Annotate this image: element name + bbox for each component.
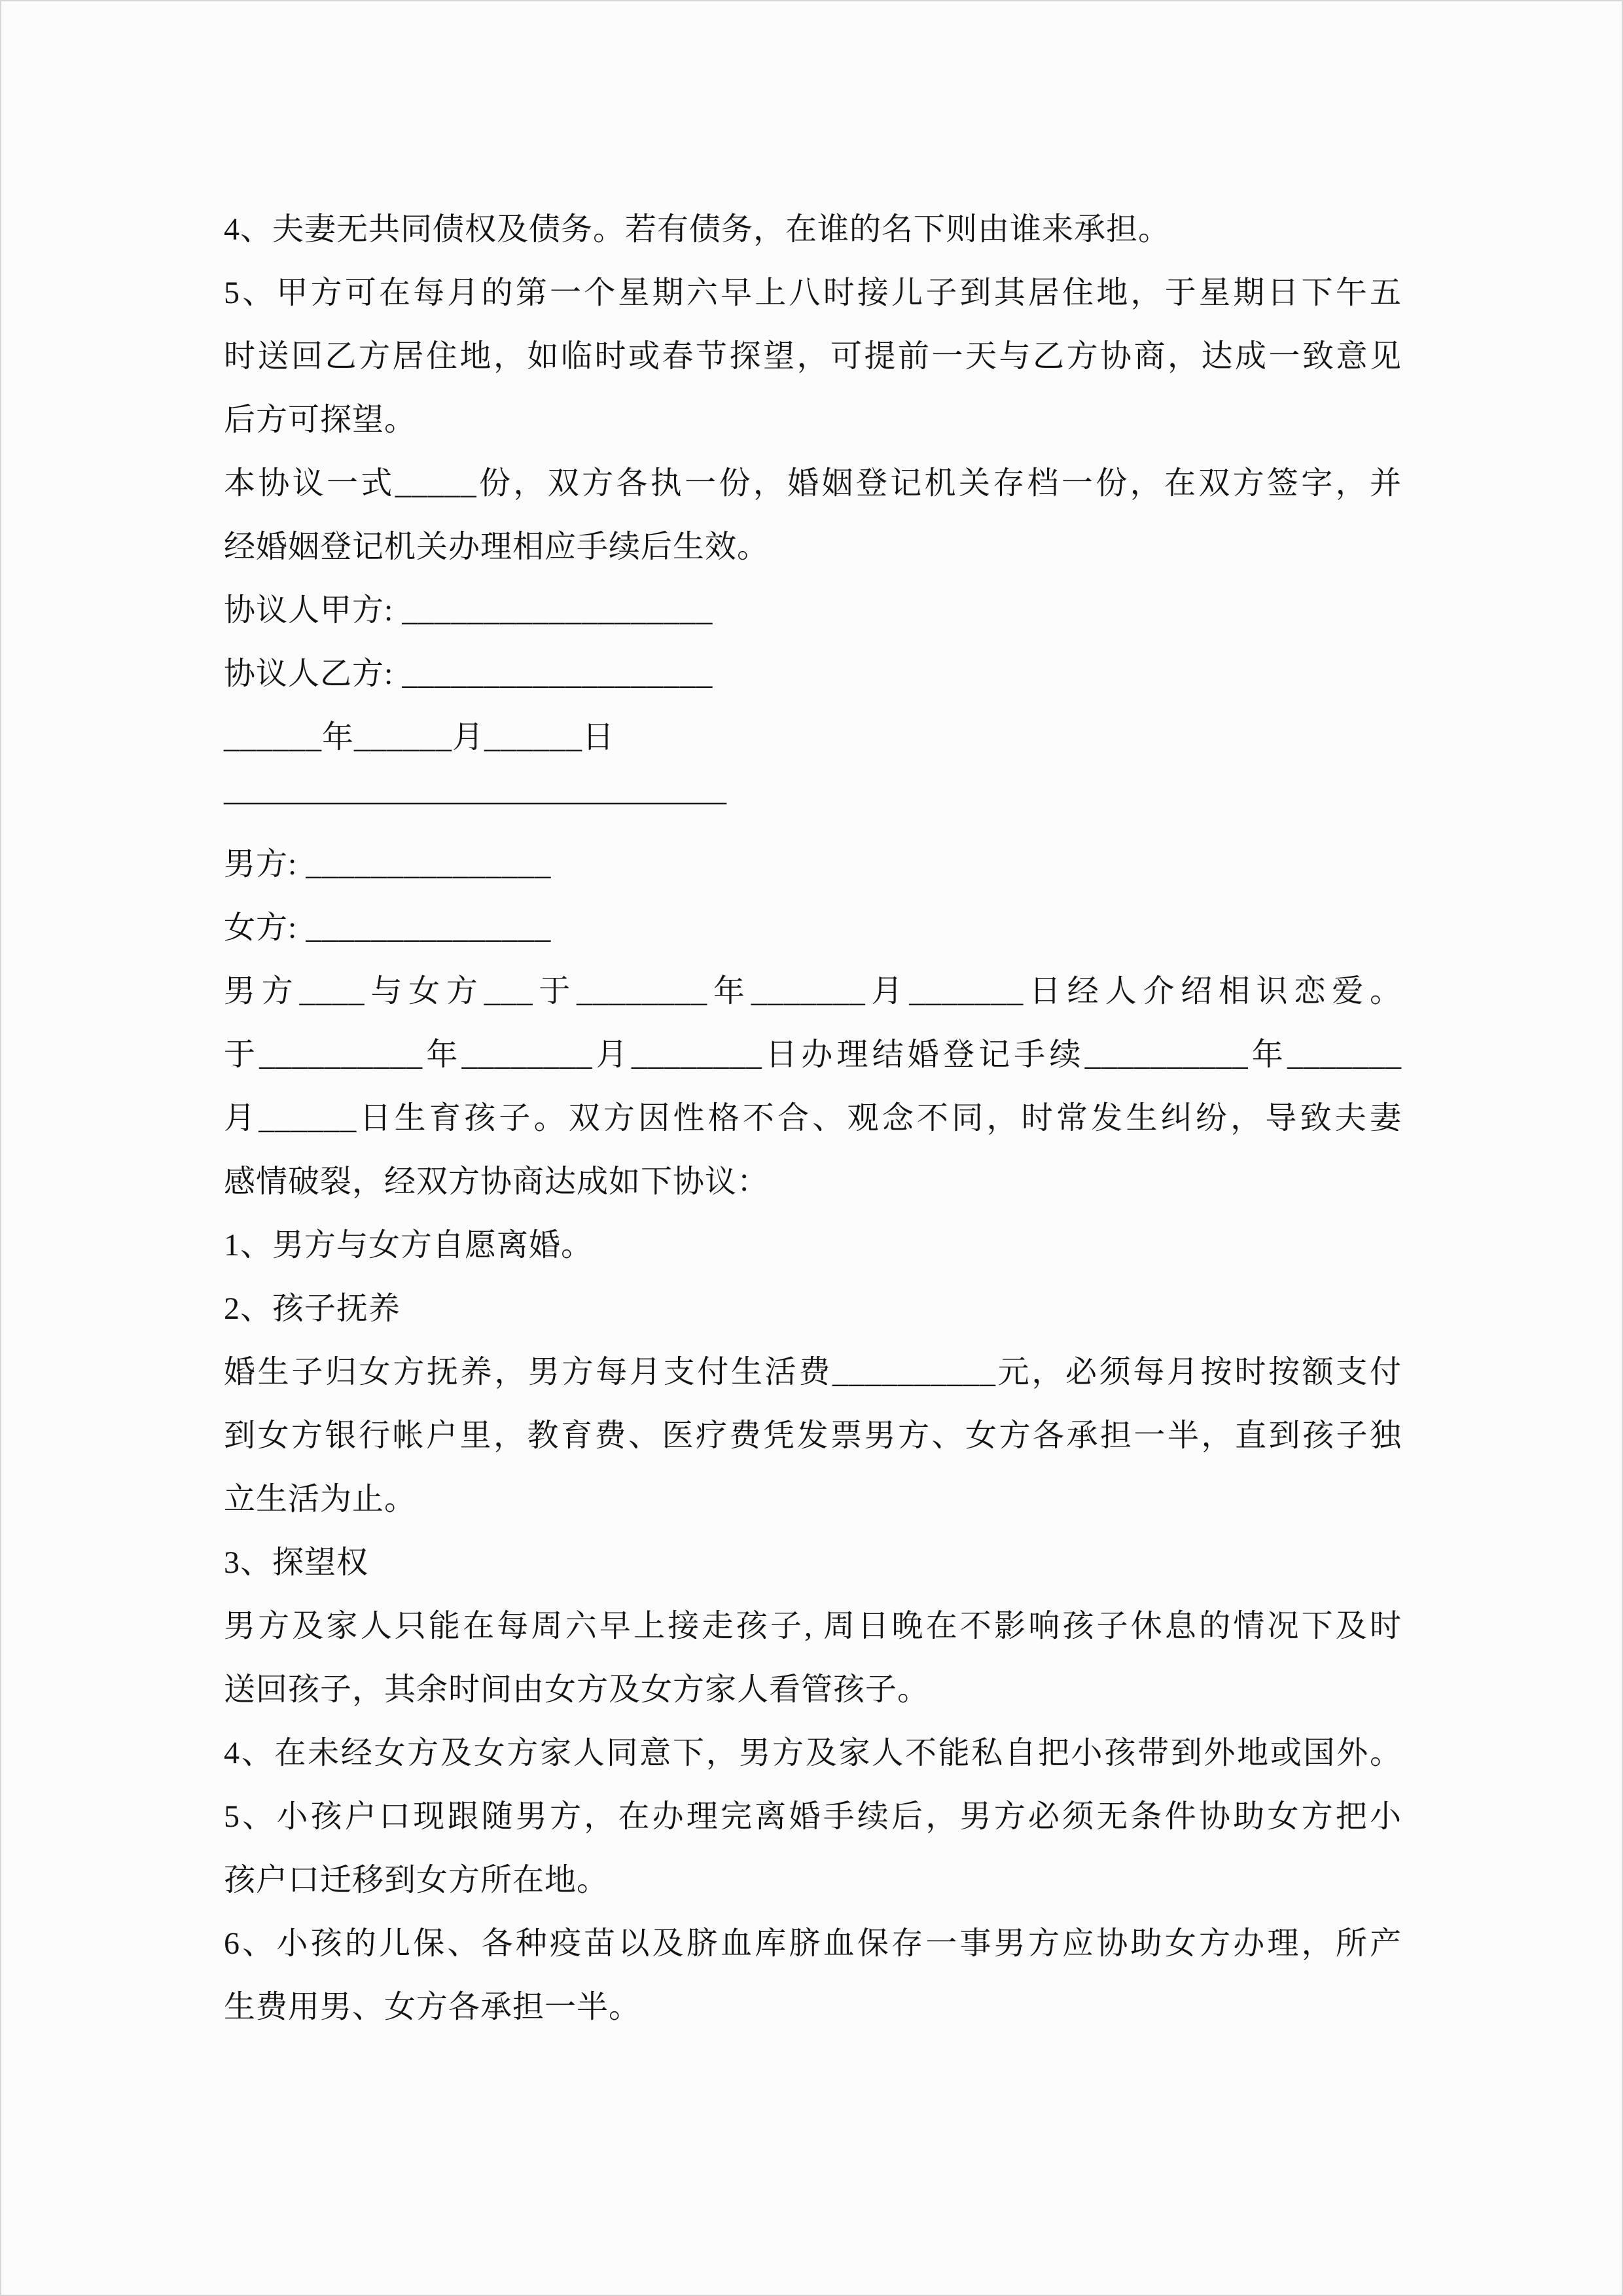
clause-3-visitation-heading: 3、探望权 bbox=[224, 1545, 369, 1580]
clause-3-visitation-line-2: 送回孩子，其余时间由女方及女方家人看管孩子。 bbox=[224, 1672, 930, 1707]
clause-3-visitation-line-1: 男方及家人只能在每周六早上接走孩子, 周日晚在不影响孩子休息的情况下及时 bbox=[224, 1609, 1402, 1643]
female-party-signature-line: 女方: _______________ bbox=[224, 910, 552, 945]
date-line: ______年______月______日 bbox=[224, 720, 615, 755]
clause-5-visitation-line-2: 时送回乙方居住地，如临时或春节探望，可提前一天与乙方协商，达成一致意见 bbox=[224, 339, 1402, 374]
clause-4-debts: 4、夫妻无共同债权及债务。若有债务，在谁的名下则由谁来承担。 bbox=[224, 212, 1171, 247]
preamble-line-1: 男方____与女方___于________年_______月_______日经人介绍相识恋爱。 bbox=[224, 974, 1402, 1009]
clause-2-custody-line-1: 婚生子归女方抚养，男方每月支付生活费__________元，必须每月按时按额支付 bbox=[224, 1355, 1402, 1390]
clause-5-hukou-line-2: 孩户口迁移到女方所在地。 bbox=[224, 1863, 609, 1897]
copies-clause-line-1: 本协议一式_____份，双方各执一份，婚姻登记机关存档一份，在双方签字，并 bbox=[224, 466, 1402, 501]
clause-6-healthcare-line-1: 6、小孩的儿保、各种疫苗以及脐血库脐血保存一事男方应协助女方办理，所产 bbox=[224, 1926, 1402, 1961]
clause-5-hukou-line-1: 5、小孩户口现跟随男方，在办理完离婚手续后，男方必须无条件协助女方把小 bbox=[224, 1799, 1402, 1834]
document-body bbox=[224, 198, 1402, 2039]
clause-2-custody-line-2: 到女方银行帐户里，教育费、医疗费凭发票男方、女方各承担一半，直到孩子独 bbox=[224, 1418, 1402, 1453]
clause-6-healthcare-line-2: 生费用男、女方各承担一半。 bbox=[224, 1990, 641, 2024]
clause-4-travel-consent: 4、在未经女方及女方家人同意下，男方及家人不能私自把小孩带到外地或国外。 bbox=[224, 1736, 1402, 1770]
clause-2-custody-line-3: 立生活为止。 bbox=[224, 1482, 417, 1516]
clause-5-visitation-line-1: 5、甲方可在每月的第一个星期六早上八时接儿子到其居住地，于星期日下午五 bbox=[224, 276, 1402, 310]
party-a-signature-line: 协议人甲方: ___________________ bbox=[224, 593, 713, 628]
male-party-signature-line: 男方: _______________ bbox=[224, 847, 552, 882]
clause-5-visitation-line-3: 后方可探望。 bbox=[224, 403, 417, 437]
clause-1-divorce: 1、男方与女方自愿离婚。 bbox=[224, 1228, 594, 1263]
clause-2-custody-heading: 2、孩子抚养 bbox=[224, 1291, 401, 1326]
party-b-signature-line: 协议人乙方: ___________________ bbox=[224, 656, 713, 691]
preamble-line-3: 月______日生育孩子。双方因性格不合、观念不同，时常发生纠纷，导致夫妻 bbox=[224, 1101, 1402, 1136]
section-separator: ———————————————— bbox=[224, 783, 726, 818]
preamble-line-2: 于__________年________月________日办理结婚登记手续__________年_______ bbox=[224, 1037, 1402, 1072]
copies-clause-line-2: 经婚姻登记机关办理相应手续后生效。 bbox=[224, 529, 770, 564]
preamble-line-4: 感情破裂，经双方协商达成如下协议： bbox=[224, 1164, 770, 1199]
